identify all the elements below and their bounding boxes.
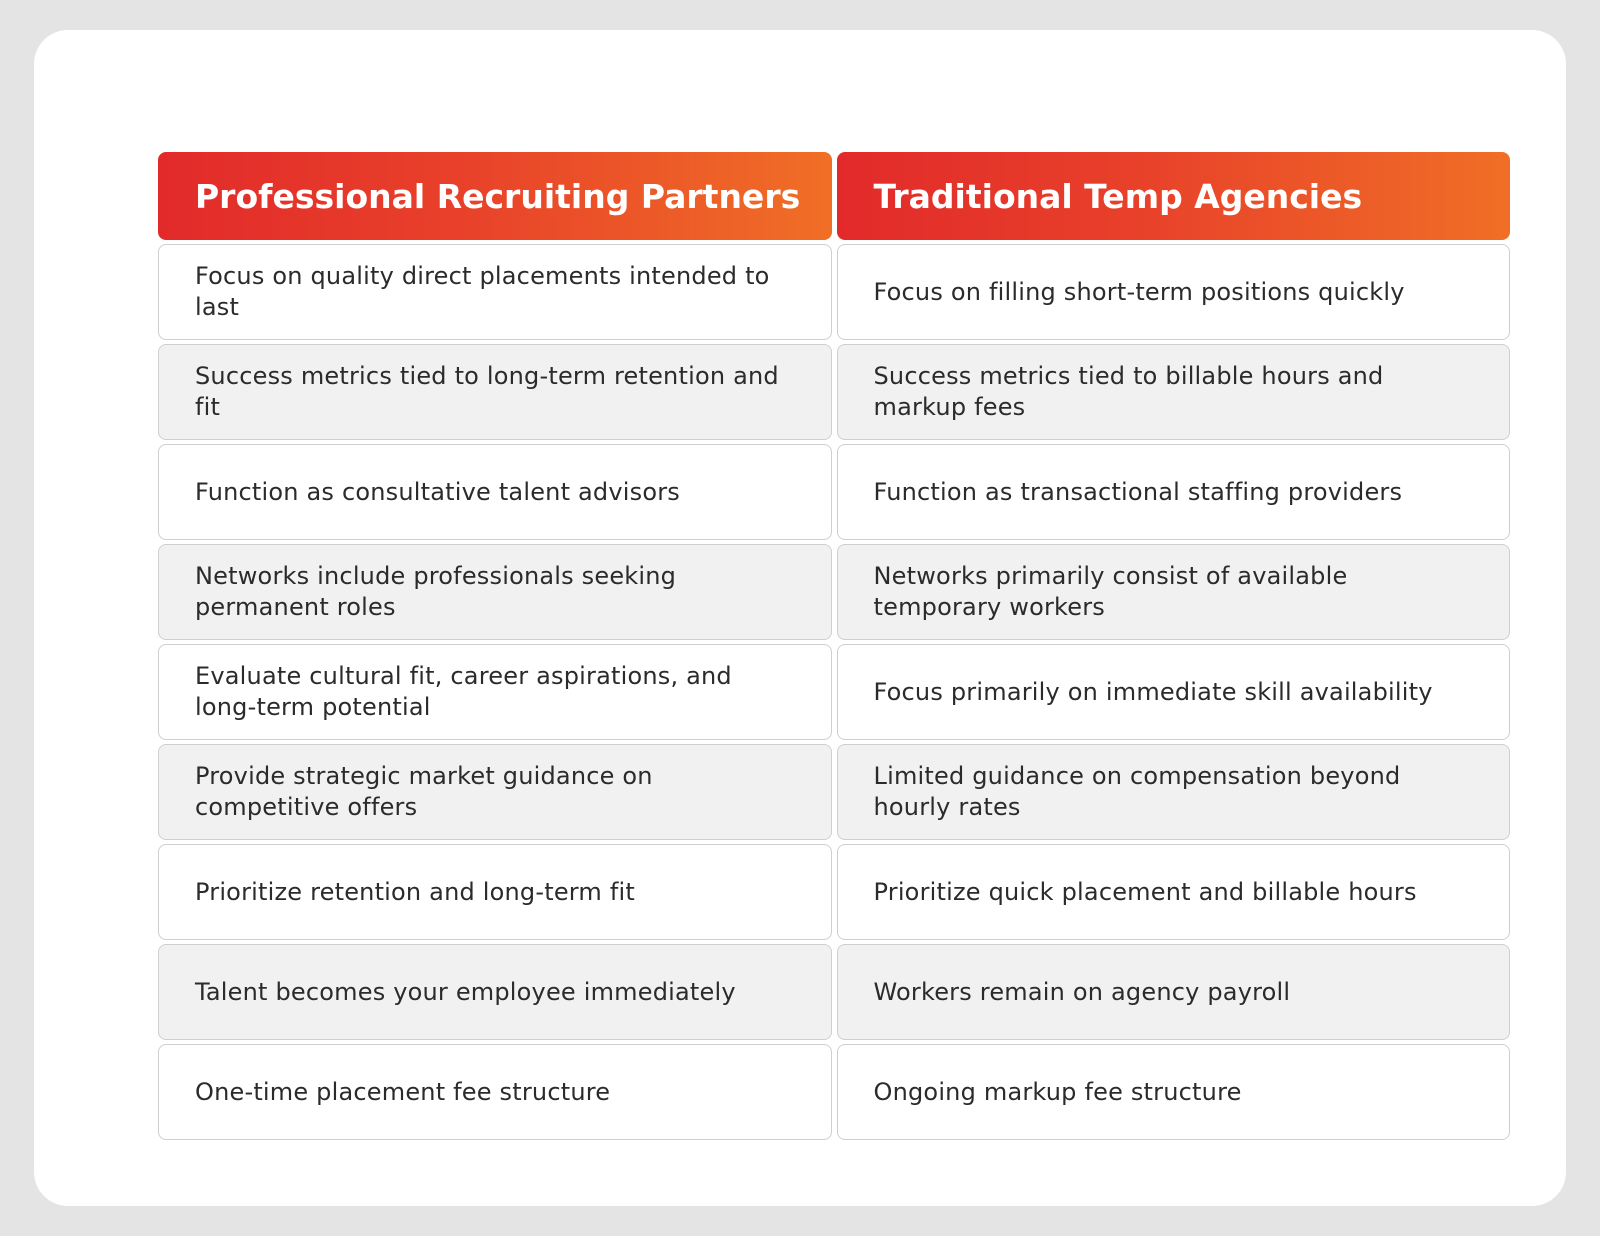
cell-recruiting-partners: One-time placement fee structure: [158, 1044, 832, 1140]
cell-recruiting-partners: Provide strategic market guidance on competitive offers: [158, 744, 832, 840]
table-row: [158, 244, 1510, 340]
cell-recruiting-partners: Networks include professionals seeking permanent roles: [158, 544, 832, 640]
table-row: [158, 844, 1510, 940]
table-header-row: [158, 152, 1510, 240]
cell-temp-agencies: Success metrics tied to billable hours and markup fees: [837, 344, 1511, 440]
header-professional-recruiting-partners: Professional Recruiting Partners: [158, 152, 832, 240]
comparison-card: [34, 30, 1566, 1206]
header-traditional-temp-agencies: Traditional Temp Agencies: [837, 152, 1511, 240]
cell-temp-agencies: Prioritize quick placement and billable hours: [837, 844, 1511, 940]
cell-recruiting-partners: Talent becomes your employee immediately: [158, 944, 832, 1040]
table-row: [158, 644, 1510, 740]
cell-recruiting-partners: Function as consultative talent advisors: [158, 444, 832, 540]
table-row: [158, 544, 1510, 640]
table-row: [158, 944, 1510, 1040]
cell-recruiting-partners: Prioritize retention and long-term fit: [158, 844, 832, 940]
comparison-table: [158, 152, 1510, 1144]
cell-temp-agencies: Focus on filling short-term positions quickly: [837, 244, 1511, 340]
cell-recruiting-partners: Success metrics tied to long-term retention and fit: [158, 344, 832, 440]
table-row: [158, 444, 1510, 540]
cell-temp-agencies: Workers remain on agency payroll: [837, 944, 1511, 1040]
table-row: [158, 1044, 1510, 1140]
table-row: [158, 344, 1510, 440]
cell-temp-agencies: Limited guidance on compensation beyond hourly rates: [837, 744, 1511, 840]
cell-recruiting-partners: Evaluate cultural fit, career aspirations, and long-term potential: [158, 644, 832, 740]
cell-temp-agencies: Ongoing markup fee structure: [837, 1044, 1511, 1140]
table-row: [158, 744, 1510, 840]
cell-temp-agencies: Networks primarily consist of available temporary workers: [837, 544, 1511, 640]
cell-recruiting-partners: Focus on quality direct placements intended to last: [158, 244, 832, 340]
cell-temp-agencies: Focus primarily on immediate skill availability: [837, 644, 1511, 740]
cell-temp-agencies: Function as transactional staffing providers: [837, 444, 1511, 540]
